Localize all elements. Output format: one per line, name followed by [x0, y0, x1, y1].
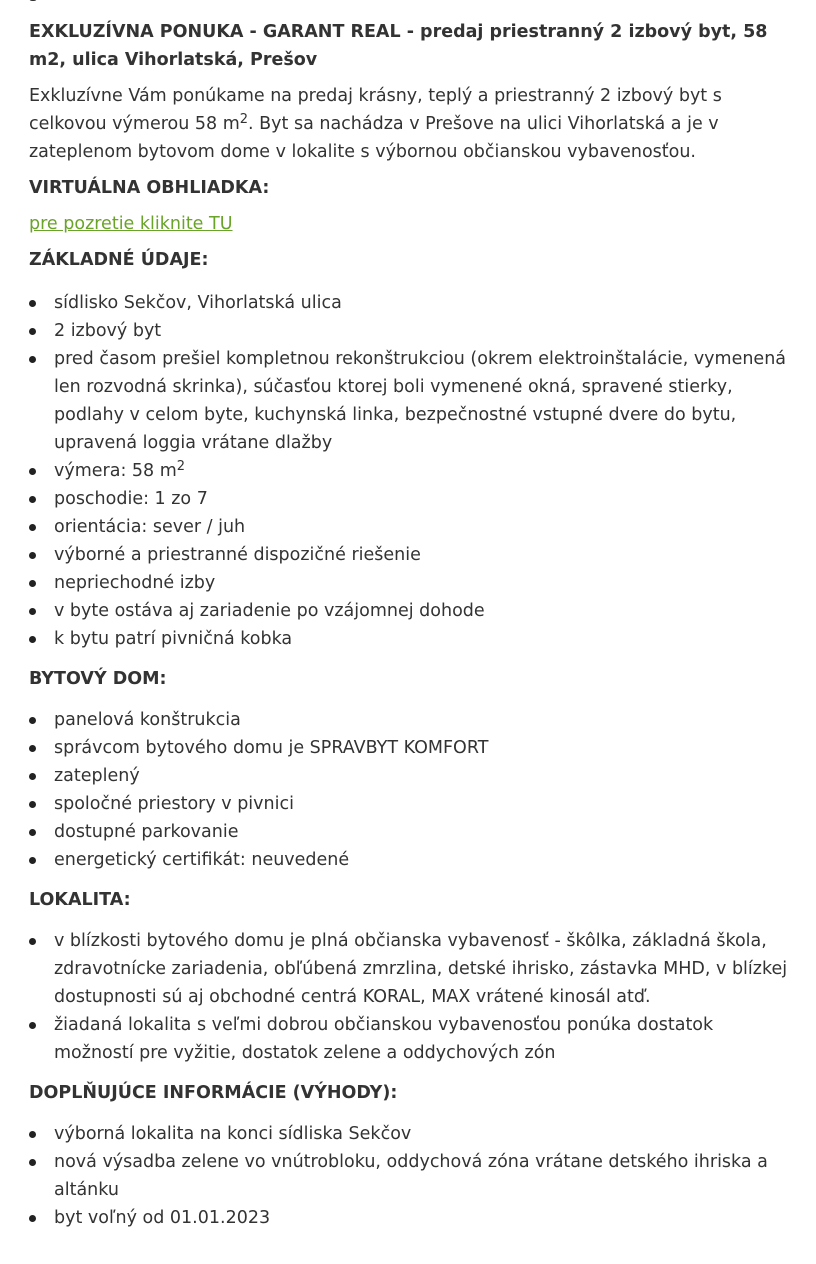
area-superscript: 2	[176, 459, 186, 474]
virtual-tour-link[interactable]: pre pozretie kliknite TU	[29, 214, 233, 234]
list-item: pred časom prešiel kompletnou rekonštrukciou (okrem elektroinštalácie, vymenená len rozvodná skrinka), súčasťou ktorej boli vymenené okná, spravené stierky, podlahy v celom byte, kuchynská linka, bezpečnostné vstupné dvere do bytu, upravená loggia vrátane dlažby	[29, 345, 789, 457]
list-item: panelová konštrukcia	[29, 706, 789, 734]
location-heading: LOKALITA:	[29, 890, 131, 910]
list-item: v blízkosti bytového domu je plná občianska vybavenosť - škôlka, základná škola, zdravotnícke zariadenia, obľúbená zmrzlina, detské ihrisko, zástavka MHD, v blízkej dostupnosti sú aj obchodné centrá KORAL, MAX vrátené kinosál atď.	[29, 927, 789, 1011]
listing-title: EXKLUZÍVNA PONUKA - GARANT REAL - predaj priestranný 2 izbový byt, 58 m2, ulica Vihorlatská, Prešov	[29, 22, 768, 70]
extra-info-heading: DOPLŇUJÚCE INFORMÁCIE (VÝHODY):	[29, 1083, 398, 1103]
list-item: orientácia: sever / juh	[29, 513, 789, 541]
intro-text-part2: . Byt sa nachádza v Prešove na ulici Vihorlatská a je v zateplenom bytovom dome v lokalite s výbornou občianskou vybavenosťou.	[29, 114, 719, 162]
building-list	[29, 706, 789, 874]
list-item: žiadaná lokalita s veľmi dobrou občianskou vybavenosťou ponúka dostatok možností pre vyžitie, dostatok zelene a oddychových zón	[29, 1011, 789, 1067]
intro-paragraph	[29, 82, 789, 166]
list-item: poschodie: 1 zo 7	[29, 485, 789, 513]
list-item: energetický certifikát: neuvedené	[29, 846, 789, 874]
list-item: výborné a priestranné dispozičné riešenie	[29, 541, 789, 569]
list-item: dostupné parkovanie	[29, 818, 789, 846]
list-item: nová výsadba zelene vo vnútrobloku, oddychová zóna vrátane detského ihriska a altánku	[29, 1148, 789, 1204]
location-list	[29, 927, 789, 1067]
list-item: výmera: 58 $m^2$	[29, 457, 789, 485]
list-item: výborná lokalita na konci sídliska Sekčov	[29, 1120, 789, 1148]
top-fragment	[29, 0, 37, 1]
listing-content	[29, 18, 789, 1244]
intro-superscript: 2	[239, 112, 249, 127]
list-item: k bytu patrí pivničná kobka	[29, 625, 789, 653]
list-item: nepriechodné izby	[29, 569, 789, 597]
list-item: zateplený	[29, 762, 789, 790]
list-item: sídlisko Sekčov, Vihorlatská ulica	[29, 289, 789, 317]
building-heading: BYTOVÝ DOM:	[29, 669, 167, 689]
list-item: spoločné priestory v pivnici	[29, 790, 789, 818]
basic-info-list	[29, 289, 789, 653]
intro-text-part1: Exkluzívne Vám ponúkame na predaj krásny, teplý a priestranný 2 izbový byt s celkovou výmerou 58 m	[29, 86, 722, 134]
virtual-tour-heading: VIRTUÁLNA OBHLIADKA:	[29, 178, 270, 198]
list-item: byt voľný od 01.01.2023	[29, 1204, 789, 1232]
basic-info-heading: ZÁKLADNÉ ÚDAJE:	[29, 250, 209, 270]
list-item: správcom bytového domu je SPRAVBYT KOMFORT	[29, 734, 789, 762]
list-item: 2 izbový byt	[29, 317, 789, 345]
list-item: v byte ostáva aj zariadenie po vzájomnej dohode	[29, 597, 789, 625]
extra-info-list	[29, 1120, 789, 1232]
